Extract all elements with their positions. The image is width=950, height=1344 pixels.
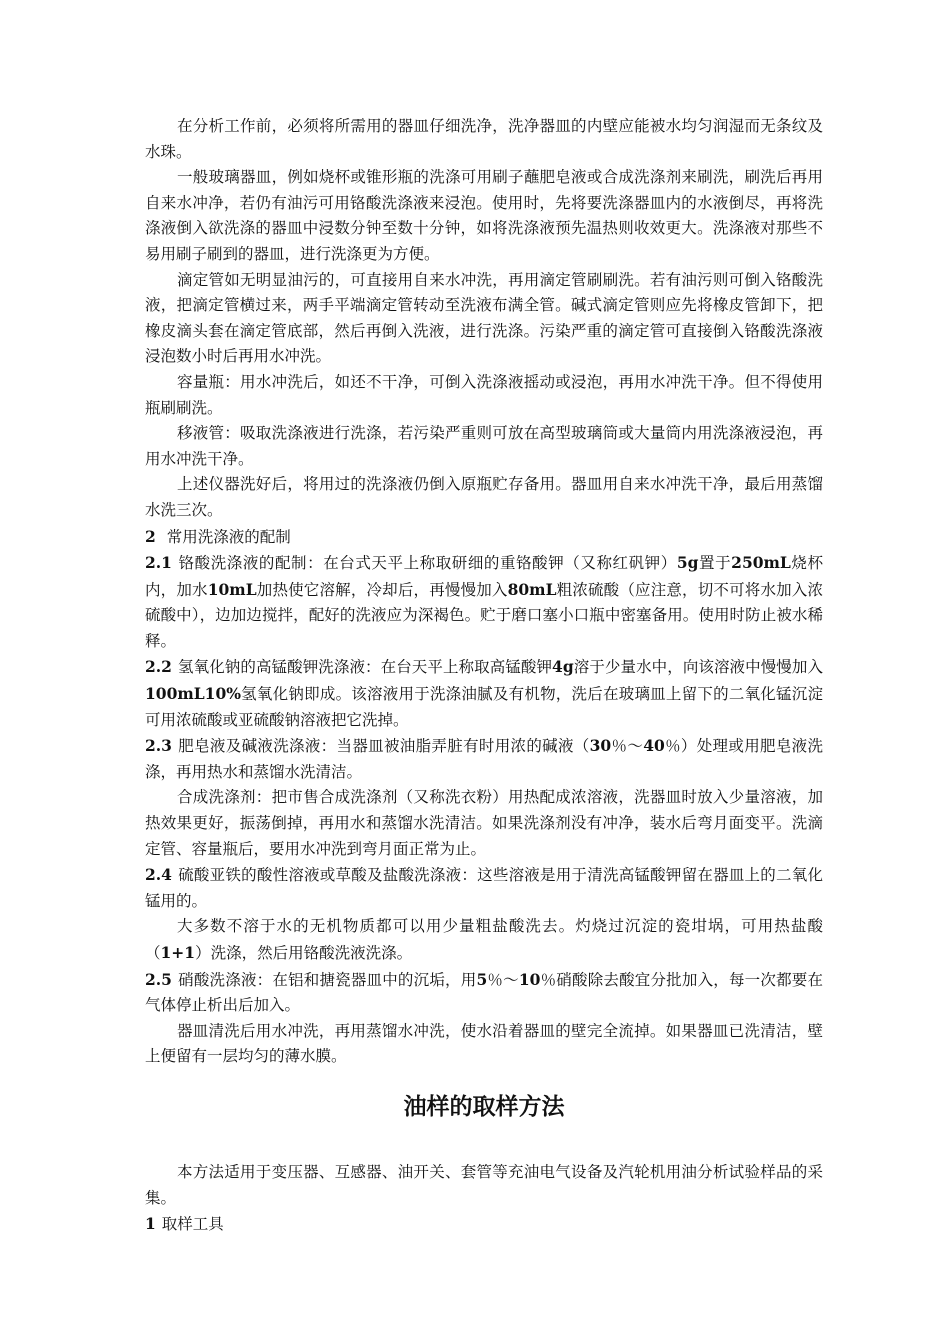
subsection-2-3-number: 2.3 (145, 736, 172, 756)
text-run: 溶于少量水中，向该溶液中慢慢加入 (573, 658, 823, 677)
text-run: 加热使它溶解，冷却后，再慢慢加入 (256, 580, 508, 599)
section-2-number: 2 (145, 526, 156, 546)
section-1-title: 取样工具 (161, 1215, 224, 1234)
subsection-2-3 (145, 733, 823, 785)
text-run: 粗浓硫酸（应注意，切不可将水加入浓硫酸中），边加边搅拌，配好的洗液应为深褐色。贮于磨口塞小口瓶中密塞备用。使用时防止被水稀释。 (145, 580, 823, 650)
bold-value: 80mL (507, 579, 557, 599)
bold-value: 5 (476, 969, 488, 989)
bold-value: 4g (552, 657, 574, 677)
text-run: ）洗涤，然后用铬酸洗液洗涤。 (195, 944, 413, 962)
subsection-2-5 (145, 967, 823, 1019)
subsection-2-2 (145, 654, 823, 733)
section-2-title: 常用洗涤液的配制 (166, 527, 291, 546)
text-run: 置于 (698, 554, 732, 573)
text-run: ％）处理或用肥皂液洗涤，再用热水和蒸馏水洗清洁。 (145, 737, 823, 781)
storage-paragraph: 上述仪器洗好后，将用过的洗涤液仍倒入原瓶贮存备用。器皿用自来水冲洗干净，最后用蒸馏水洗三次。 (145, 475, 823, 519)
bold-value: 30 (589, 736, 612, 756)
subsection-2-2-number: 2.2 (145, 657, 172, 677)
text-run: 硝酸洗涤液：在铝和搪瓷器皿中的沉垢，用 (177, 970, 477, 989)
text-run: 铬酸洗涤液的配制：在台式天平上称取研细的重铬酸钾（又称红矾钾） (177, 554, 677, 573)
volumetric-flask-paragraph: 容量瓶：用水冲洗后，如还不干净，可倒入洗涤液摇动或浸泡，再用水冲洗干净。但不得使用瓶刷刷洗。 (145, 372, 823, 417)
section-1-number: 1 (145, 1214, 156, 1234)
text-run: ％硝酸除去酸宜分批加入，每一次都要在气体停止析出后加入。 (145, 970, 823, 1015)
synthetic-detergent-paragraph: 合成洗涤剂：把市售合成洗涤剂（又称洗衣粉）用热配成浓溶液，洗器皿时放入少量溶液，加热效果更好，振荡倒掉，再用水和蒸馏水洗清洁。如果洗涤剂没有冲净，装水后弯月面变平。洗滴定管、容量瓶后，要用水冲洗到弯月面正常为止。 (145, 788, 823, 858)
hydrochloric-acid-paragraph (145, 914, 823, 966)
text-run: 烧杯内，加水 (145, 554, 823, 599)
text-run: 硫酸亚铁的酸性溶液或草酸及盐酸洗涤液：这些溶液是用于清洗高锰酸钾留在器皿上的二氧化锰用的。 (145, 866, 823, 910)
intro-paragraph: 在分析工作前，必须将所需用的器皿仔细洗净，洗净器皿的内壁应能被水均匀润湿而无条纹及水珠。 (145, 117, 823, 161)
text-run: ％～ (611, 737, 644, 756)
text-run: ％～ (487, 970, 519, 989)
pipette-paragraph: 移液管：吸取洗涤液进行洗涤，若污染严重则可放在高型玻璃筒或大量筒内用洗涤液浸泡，再用水冲洗干净。 (145, 424, 823, 468)
section-1-heading (145, 1211, 823, 1238)
final-rinse-paragraph: 器皿清洗后用水冲洗，再用蒸馏水冲洗，使水沿着器皿的壁完全流掉。如果器皿已洗清洁，壁上便留有一层均匀的薄水膜。 (145, 1021, 823, 1066)
text-run: 氢氧化钠即成。该溶液用于洗涤油腻及有机物，洗后在玻璃皿上留下的二氧化锰沉淀可用浓硫酸或亚硫酸钠溶液把它洗掉。 (145, 685, 823, 729)
text-run: 氢氧化钠的高锰酸钾洗涤液：在台天平上称取高锰酸钾 (177, 658, 553, 677)
bold-value: 10mL (207, 579, 257, 599)
bold-value: 40 (643, 736, 665, 756)
bold-value: 5g (676, 553, 699, 573)
bold-value: 1+1 (160, 943, 196, 962)
section-2-heading (145, 524, 823, 551)
bold-value: 10 (518, 969, 541, 989)
glassware-paragraph: 一般玻璃器皿，例如烧杯或锥形瓶的洗涤可用刷子蘸肥皂液或合成洗涤剂来刷洗，刷洗后再用自来水冲净，若仍有油污可用铬酸洗涤液来浸泡。使用时，先将要洗涤器皿内的水液倒尽，再将洗涤液倒入欲洗涤的器皿中浸数分钟至数十分钟，如将洗涤液预先温热则收效更大。洗涤液对那些不易用刷子刷到的器皿，进行洗涤更为方便。 (145, 168, 823, 263)
oil-sampling-title: 油样的取样方法 (403, 1092, 565, 1120)
subsection-2-5-number: 2.5 (145, 969, 172, 989)
text-run: 肥皂液及碱液洗涤液：当器皿被油脂弄脏有时用浓的碱液（ (177, 737, 590, 756)
document-page (145, 114, 823, 1238)
bold-value: 100mL10% (145, 684, 241, 704)
bold-value: 250mL (731, 553, 791, 573)
text-run: 大多数不溶于水的无机物质都可以用少量粗盐酸洗去。灼烧过沉淀的瓷坩埚，可用热盐酸（ (145, 917, 823, 962)
sampling-intro-paragraph: 本方法适用于变压器、互感器、油开关、套管等充油电气设备及汽轮机用油分析试验样品的采集。 (145, 1162, 823, 1207)
burette-paragraph: 滴定管如无明显油污的，可直接用自来水冲洗，再用滴定管刷刷洗。若有油污则可倒入铬酸洗液，把滴定管横过来，两手平端滴定管转动至洗液布满全管。碱式滴定管则应先将橡皮管卸下，把橡皮滴头套在滴定管底部，然后再倒入洗液，进行洗涤。污染严重的滴定管可直接倒入铬酸洗涤液浸泡数小时后再用水冲洗。 (145, 270, 823, 366)
subsection-2-1-number: 2.1 (145, 553, 172, 573)
subsection-2-4 (145, 862, 823, 914)
subsection-2-4-number: 2.4 (145, 865, 172, 885)
subsection-2-1 (145, 550, 823, 654)
